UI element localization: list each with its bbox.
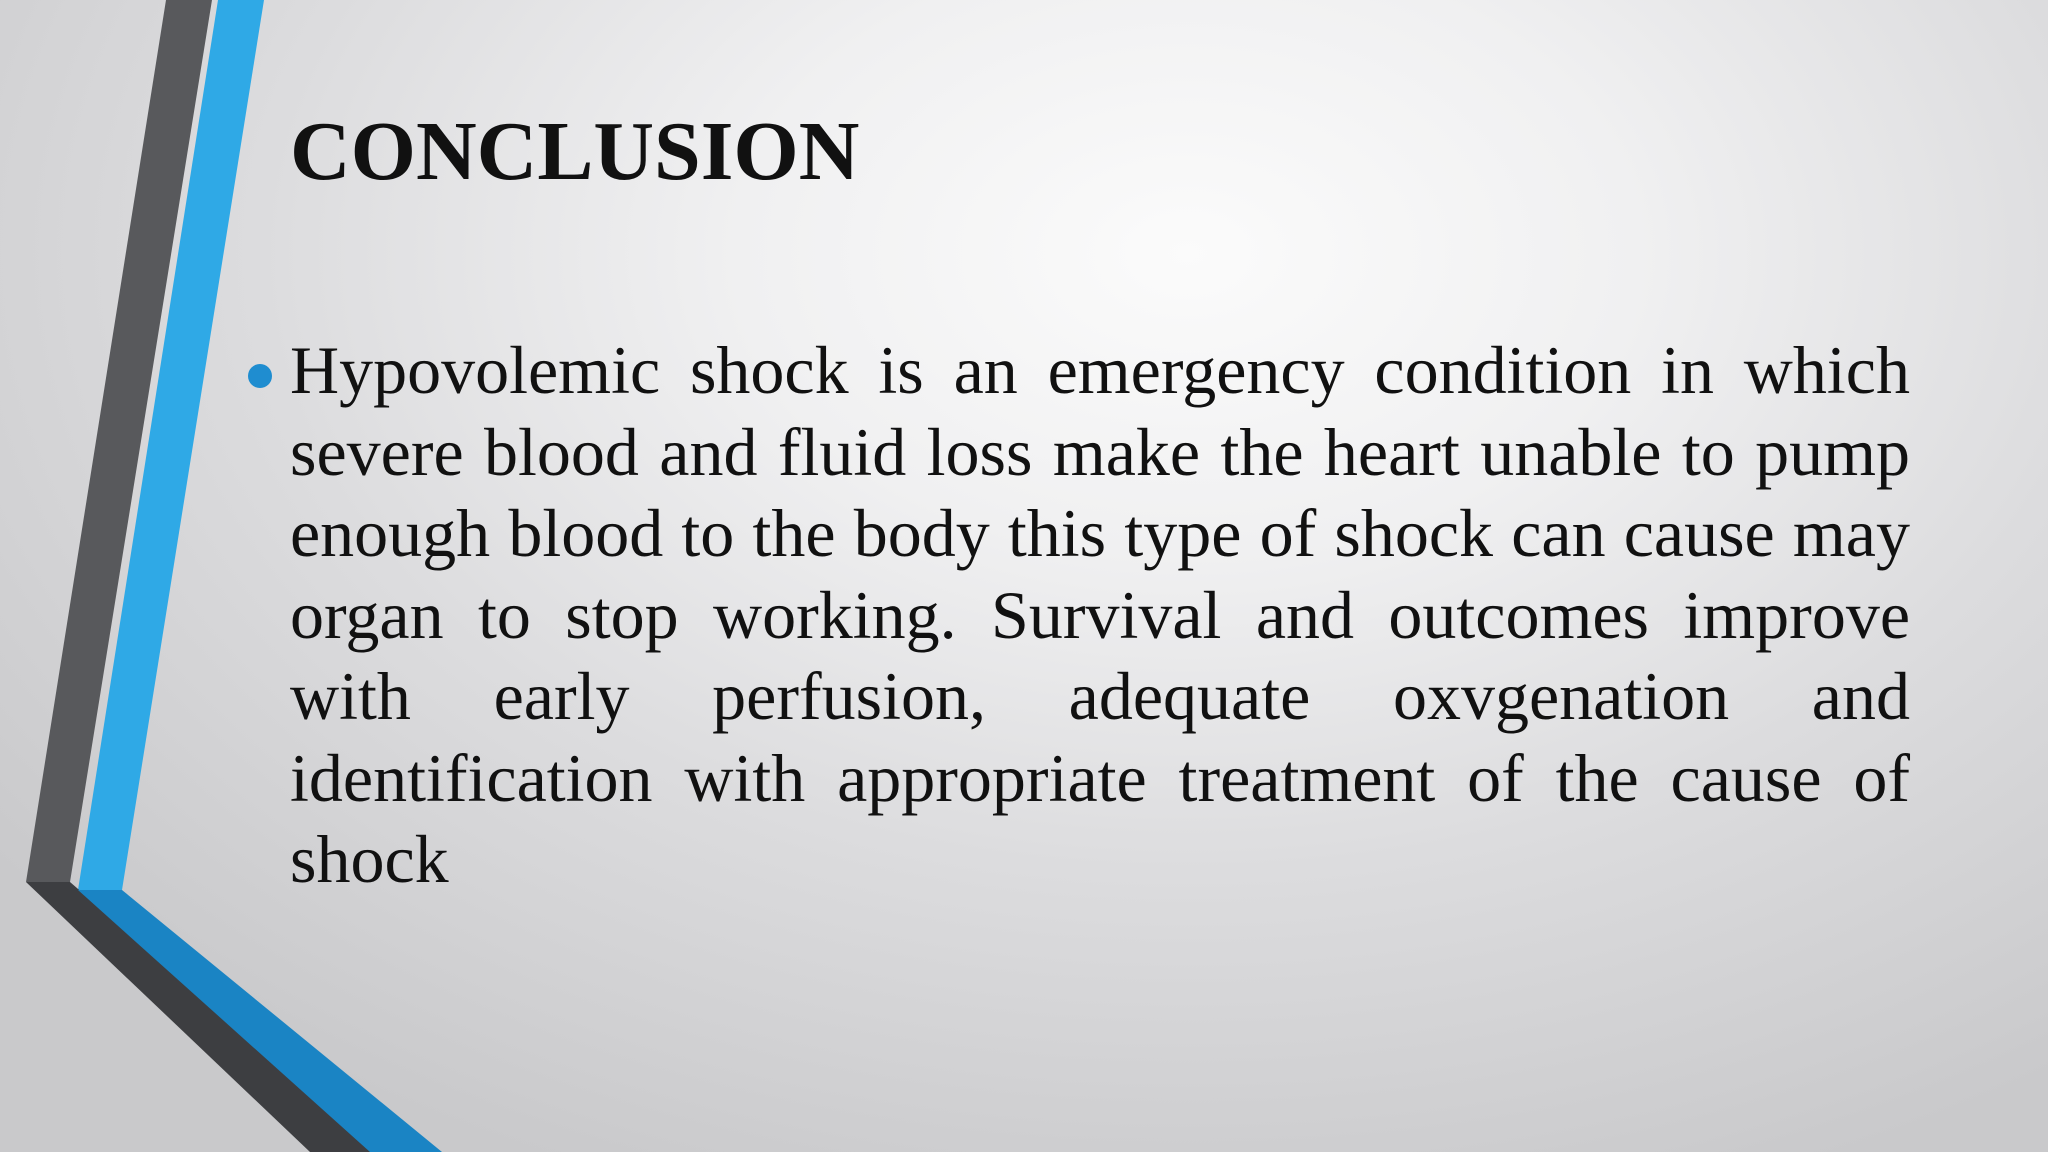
slide-title: CONCLUSION <box>290 105 860 198</box>
bullet-item <box>290 330 1910 901</box>
blue-lower-stripe <box>78 890 442 1152</box>
bullet-text: Hypovolemic shock is an emergency condition in which severe blood and fluid loss make the heart unable to pump enough blood to the body this type of shock can cause may organ to stop working. Survival and outcomes improve with early perfusion, adequate oxvgenation and identification with appropriate treatment of the cause of shock <box>290 332 1910 897</box>
bullet-point-icon <box>248 364 272 388</box>
bullet-list <box>290 330 1910 901</box>
